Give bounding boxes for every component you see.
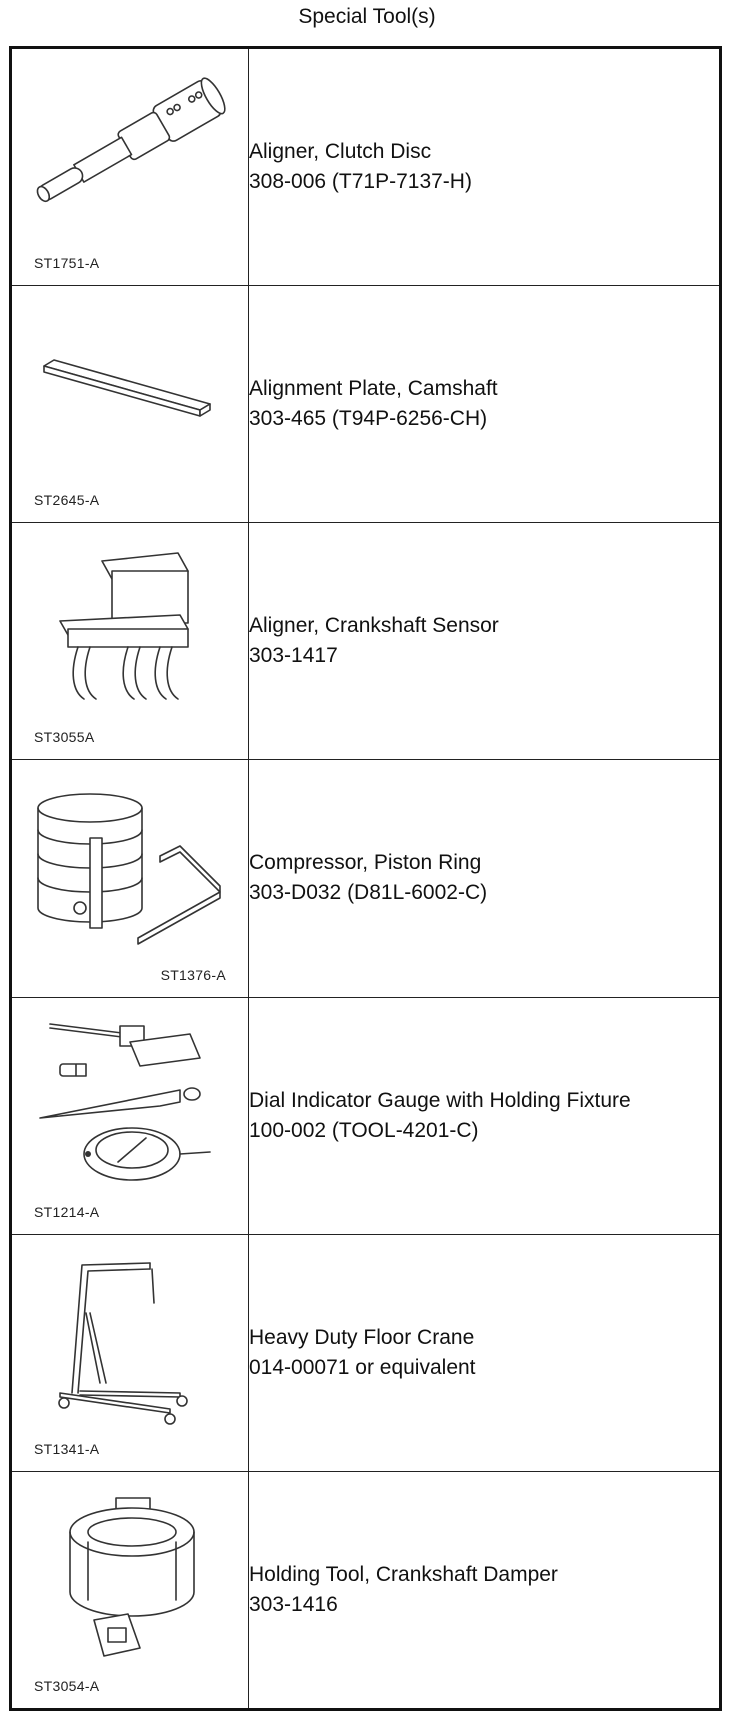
tool-image-code: ST1214-A <box>34 1203 100 1220</box>
tool-name: Heavy Duty Floor Crane <box>249 1325 475 1349</box>
floor-crane-icon <box>20 1243 240 1433</box>
table-row <box>11 1471 721 1709</box>
tool-image-code: ST3054-A <box>34 1678 100 1694</box>
tool-image-cell <box>11 760 249 997</box>
tool-name: Compressor, Piston Ring <box>249 851 482 875</box>
tool-image-code: ST1376-A <box>160 966 226 983</box>
tool-description-cell <box>249 760 721 997</box>
tool-description-cell <box>249 997 721 1234</box>
tool-image-cell <box>11 1471 249 1709</box>
tool-name: Alignment Plate, Camshaft <box>249 377 498 401</box>
tool-image-cell <box>11 1234 249 1471</box>
table-row <box>11 1234 721 1471</box>
tool-image-code: ST2645-A <box>34 492 100 509</box>
tool-name: Holding Tool, Crankshaft Damper <box>249 1562 558 1586</box>
tool-image-cell <box>11 286 249 523</box>
tool-number: 303-465 (T94P-6256-CH) <box>249 407 488 431</box>
tool-number: 303-1416 <box>249 1592 338 1616</box>
tool-image-cell <box>11 523 249 760</box>
camshaft-alignment-plate-icon <box>20 294 240 484</box>
tool-number: 303-D032 (D81L-6002-C) <box>249 881 488 905</box>
tool-number: 308-006 (T71P-7137-H) <box>249 170 472 194</box>
tool-number: 014-00071 or equivalent <box>249 1355 476 1379</box>
tool-number: 100-002 (TOOL-4201-C) <box>249 1118 479 1142</box>
tool-image-cell <box>11 997 249 1234</box>
crankshaft-damper-holding-tool-icon <box>20 1480 240 1670</box>
crankshaft-sensor-aligner-icon <box>20 531 240 721</box>
tool-name: Aligner, Crankshaft Sensor <box>249 614 499 638</box>
tool-description-cell <box>249 1471 721 1709</box>
tool-number: 303-1417 <box>249 644 338 668</box>
tool-description-cell <box>249 286 721 523</box>
dial-indicator-gauge-icon <box>20 1006 240 1196</box>
tool-description-cell <box>249 523 721 760</box>
tool-name: Aligner, Clutch Disc <box>249 140 432 164</box>
table-row <box>11 48 721 286</box>
tool-image-code: ST3055A <box>34 729 95 746</box>
special-tools-table <box>9 46 722 1711</box>
table-row <box>11 286 721 523</box>
tool-image-code: ST1341-A <box>34 1440 100 1457</box>
piston-ring-compressor-icon <box>20 768 240 958</box>
tool-name: Dial Indicator Gauge with Holding Fixture <box>249 1088 631 1112</box>
table-row <box>11 997 721 1234</box>
table-row <box>11 760 721 997</box>
tool-image-cell <box>11 48 249 286</box>
tool-image-code: ST1751-A <box>34 255 100 272</box>
table-row <box>11 523 721 760</box>
page-title: Special Tool(s) <box>298 5 436 28</box>
tool-description-cell <box>249 1234 721 1471</box>
clutch-disc-aligner-icon <box>20 57 240 247</box>
tool-description-cell <box>249 48 721 286</box>
